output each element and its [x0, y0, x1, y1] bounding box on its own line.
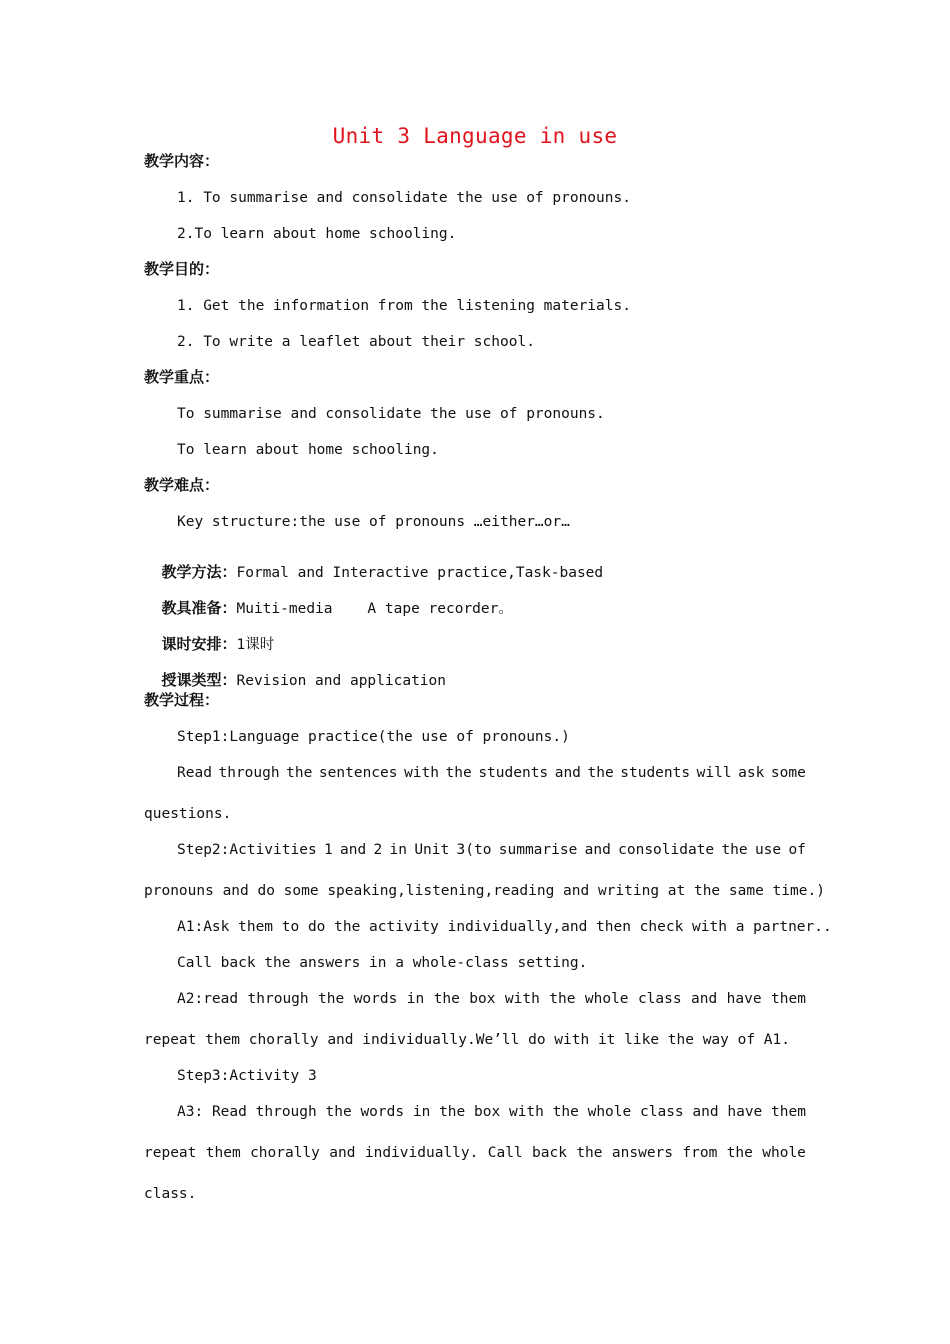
process-a2-line2: repeat them chorally and individually.We’ll do with it like the way of A1. [144, 1032, 791, 1048]
word: and [584, 842, 611, 858]
section-heading-tools: 教具准备： [161, 598, 237, 617]
word: the [552, 1104, 579, 1120]
word: the [439, 1104, 466, 1120]
word: summarise [498, 842, 578, 858]
process-a1-line1: A1:Ask them to do the activity individually,and then check with a partner.. [177, 919, 832, 935]
word: in [406, 991, 425, 1007]
content-item-1: 1. To summarise and consolidate the use of pronouns. [177, 190, 631, 206]
word: the [318, 991, 345, 1007]
process-step1-text-line1 [177, 766, 806, 781]
word: 3(to [456, 842, 492, 858]
objective-item-2: 2. To write a leaflet about their school. [177, 334, 535, 350]
word: ask [738, 765, 765, 781]
process-step1-text-line2: questions. [144, 806, 232, 822]
word: box [469, 991, 496, 1007]
word: use [754, 842, 782, 858]
word: Read [211, 1104, 247, 1120]
word: 2 [373, 842, 383, 858]
section-heading-schedule: 课时安排： [161, 634, 237, 653]
process-step2-line2: pronouns and do some speaking,listening,reading and writing at the same time.) [144, 883, 825, 899]
process-step1: Step1:Language practice(the use of pronouns.) [177, 729, 570, 745]
word: in [389, 842, 408, 858]
process-a3-line1 [177, 1105, 806, 1120]
word: from [682, 1145, 718, 1161]
word: them [771, 1104, 806, 1120]
word: and [340, 842, 367, 858]
word: individually. [364, 1145, 479, 1161]
word: them [205, 1145, 241, 1161]
word: of [788, 842, 806, 858]
word: the [587, 765, 614, 781]
word: through [255, 1104, 317, 1120]
process-a3-line3: class. [144, 1186, 197, 1202]
word: whole [762, 1145, 806, 1161]
section-heading-process: 教学过程： [144, 691, 220, 709]
word: class [640, 1104, 684, 1120]
word: through [247, 991, 309, 1007]
process-a2-line1 [177, 992, 806, 1007]
word: whole [584, 991, 629, 1007]
word: through [218, 765, 280, 781]
section-heading-lesson-type: 授课类型： [161, 670, 237, 689]
word: and [692, 1104, 719, 1120]
content-item-2: 2.To learn about home schooling. [177, 226, 457, 242]
process-step3: Step3:Activity 3 [177, 1068, 317, 1084]
method-value: Formal and Interactive practice,Task-based [236, 564, 604, 581]
document-title: Unit 3 Language in use [332, 124, 618, 148]
word: A2:read [177, 991, 239, 1007]
word: some [770, 765, 806, 781]
word: consolidate [618, 842, 715, 858]
word: have [726, 991, 762, 1007]
word: back [532, 1145, 567, 1161]
word: the [325, 1104, 352, 1120]
section-heading-key-points: 教学重点： [144, 368, 220, 386]
word: Unit [414, 842, 450, 858]
word: Read [177, 765, 212, 781]
word: answers [611, 1145, 674, 1161]
key-point-item-2: To learn about home schooling. [177, 442, 439, 458]
schedule-value: 1课时 [236, 636, 275, 653]
word: will [696, 765, 732, 781]
word: A3: [177, 1104, 204, 1120]
word: the [286, 765, 313, 781]
section-heading-method: 教学方法： [161, 562, 237, 581]
word: the [576, 1145, 603, 1161]
key-point-item-1: To summarise and consolidate the use of pronouns. [177, 406, 605, 422]
word: them [771, 991, 806, 1007]
lesson-type-row [144, 658, 446, 688]
word: repeat [144, 1145, 197, 1161]
process-a1-line2: Call back the answers in a whole-class setting. [177, 955, 588, 971]
word: class [637, 991, 682, 1007]
difficulty-item-1: Key structure:the use of pronouns …either…or… [177, 514, 570, 530]
word: Step2:Activities [177, 842, 317, 858]
method-row [144, 550, 603, 580]
word: with [404, 765, 439, 781]
word: words [353, 991, 398, 1007]
tools-row [144, 586, 513, 616]
word: chorally [250, 1145, 320, 1161]
word: sentences [318, 765, 398, 781]
word: in [412, 1104, 431, 1120]
word: the [433, 991, 460, 1007]
word: the [726, 1145, 753, 1161]
section-heading-objectives: 教学目的： [144, 260, 220, 278]
lesson-type-value: Revision and application [236, 672, 446, 689]
section-heading-content: 教学内容： [144, 152, 220, 170]
word: students [620, 765, 691, 781]
word: whole [587, 1104, 632, 1120]
word: Call [487, 1145, 523, 1161]
process-a3-line2 [144, 1146, 806, 1161]
word: with [504, 991, 540, 1007]
process-step2-line1 [177, 843, 806, 858]
word: and [691, 991, 718, 1007]
schedule-row [144, 622, 274, 652]
word: the [721, 842, 748, 858]
word: 1 [323, 842, 333, 858]
word: and [329, 1145, 356, 1161]
objective-item-1: 1. Get the information from the listening materials. [177, 298, 631, 314]
word: the [445, 765, 472, 781]
word: the [549, 991, 576, 1007]
word: have [727, 1104, 763, 1120]
word: words [360, 1104, 405, 1120]
tools-value: Muiti-media A tape recorder。 [236, 600, 513, 617]
word: and [554, 765, 581, 781]
word: box [474, 1104, 501, 1120]
word: with [508, 1104, 544, 1120]
section-heading-difficulties: 教学难点： [144, 476, 220, 494]
word: students [478, 765, 549, 781]
